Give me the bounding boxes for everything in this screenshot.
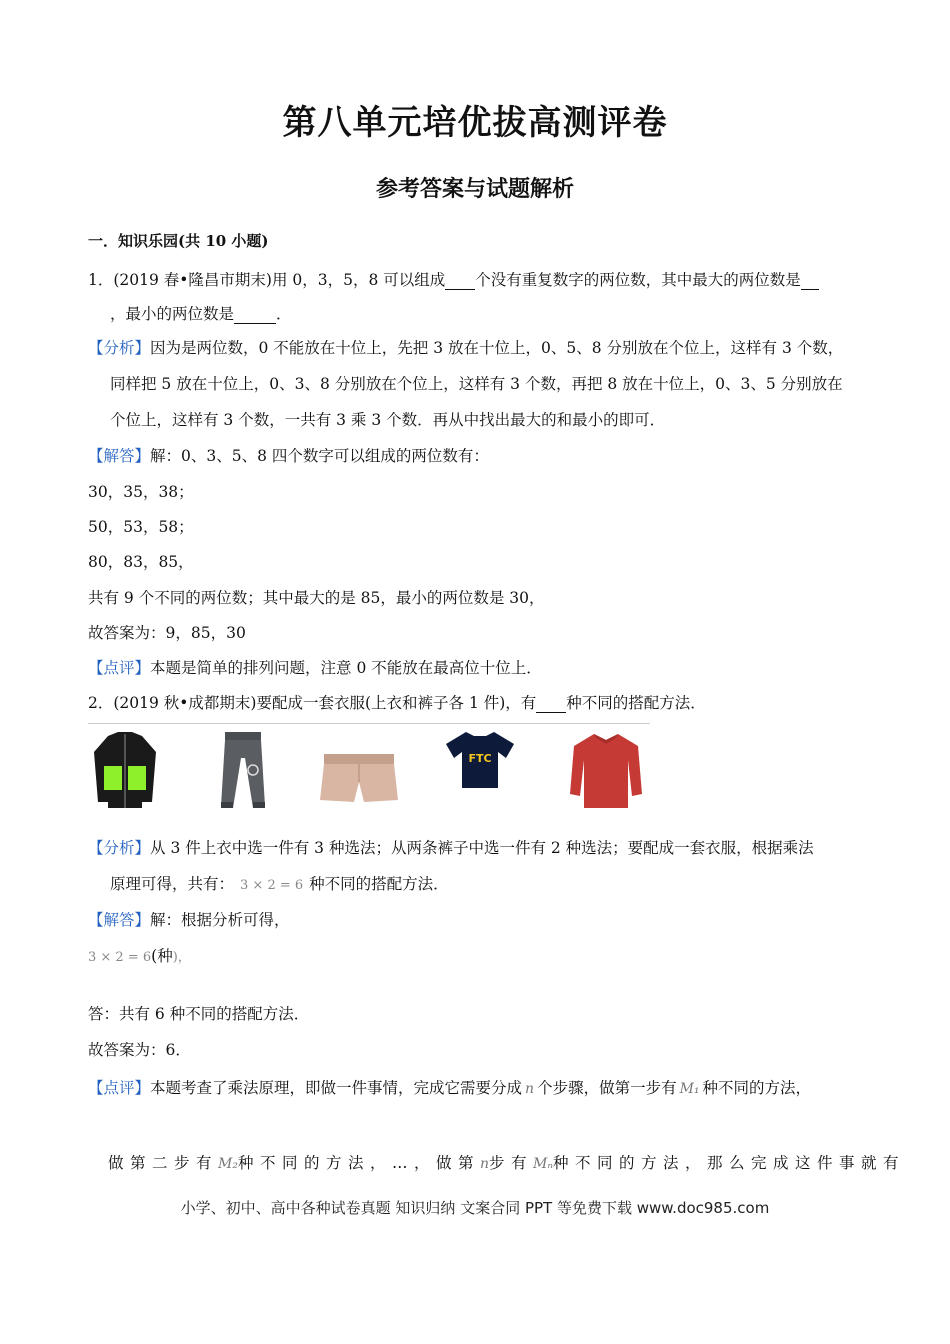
q2-comment <box>88 1078 811 1099</box>
q1-blank-count[interactable] <box>445 273 475 290</box>
q1-comment-text: 本题是简单的排列问题，注意 0 不能放在最高位十位上． <box>150 659 542 677</box>
q2-solution-formula <box>88 946 191 968</box>
q2-analysis-text: 原理可得，共有： <box>110 875 235 893</box>
q2-solution-text: 解：根据分析可得， <box>150 911 290 929</box>
variable-mn: Mₙ <box>533 1156 554 1172</box>
divider-line <box>88 723 650 724</box>
q2-comment-text: 本题考查了乘法原理，即做一件事情，完成它需要分成 <box>150 1079 523 1097</box>
variable-m2: M₂ <box>218 1156 238 1172</box>
q1-comment <box>88 658 542 678</box>
q1-analysis-line2: 同样把 5 放在十位上，0、3、8 分别放在个位上，这样有 3 个数，再把 8 放在十位上，0、3、5 分别放在 <box>110 375 843 393</box>
comment-tag: 【点评】 <box>88 1079 151 1097</box>
solution-tag: 【解答】 <box>88 911 151 929</box>
q1-solution <box>88 446 489 466</box>
q2-stem-part: 2．(2019 秋•成都期末)要配成一套衣服(上衣和裤子各 1 件)，有 <box>88 694 537 712</box>
q2-stem <box>88 693 706 713</box>
q2-final: 故答案为：6． <box>88 1041 191 1059</box>
q1-solution-text: 解：0、3、5、8 四个数字可以组成的两位数有： <box>150 447 489 465</box>
sweater-image <box>568 732 644 810</box>
q1-stem-part: 个没有重复数字的两位数，其中最大的两位数是 <box>475 271 801 289</box>
q2-solution <box>88 910 290 930</box>
q2-analysis-line2 <box>110 874 449 896</box>
formula: 3 × 2 = 6 <box>240 878 304 893</box>
close-paren: )， <box>172 950 191 965</box>
q2-blank[interactable] <box>536 696 566 713</box>
variable-m1: M₁ <box>679 1081 700 1097</box>
page-title: 第八单元培优拔高测评卷 <box>282 103 668 143</box>
q1-row-3: 80，83，85， <box>88 553 194 571</box>
q2-comment-cont <box>108 1153 905 1174</box>
q2-analysis-text: 种不同的搭配方法． <box>309 875 449 893</box>
q1-stem-part: ． <box>276 305 292 323</box>
q2-answer-text: 答：共有 6 种不同的搭配方法． <box>88 1005 310 1023</box>
q1-summary: 共有 9 个不同的两位数；其中最大的是 85，最小的两位数是 30， <box>88 589 545 607</box>
tshirt-text: FTC <box>468 752 492 765</box>
analysis-tag: 【分析】 <box>88 339 151 357</box>
sweatpants-image <box>215 730 270 812</box>
q1-stem-part: ，最小的两位数是 <box>110 305 235 323</box>
q1-stem-cont <box>110 304 292 324</box>
q2-comment-text: 种不同的方法， <box>702 1079 812 1097</box>
q2-comment-text: 步有 <box>489 1154 534 1172</box>
page-subtitle: 参考答案与试题解析 <box>375 177 574 202</box>
q2-analysis-text: 从 3 件上衣中选一件有 3 种选法；从两条裤子中选一件有 2 种选法；要配成一套衣服，根据乘法 <box>150 839 814 857</box>
q2-analysis <box>88 838 814 858</box>
q2-stem-part: 种不同的搭配方法． <box>566 694 706 712</box>
shorts-image <box>318 752 400 804</box>
q2-comment-text: 个步骤，做第一步有 <box>537 1079 677 1097</box>
jacket-image <box>90 730 160 810</box>
variable-n: n <box>525 1081 535 1097</box>
q1-analysis-line3: 个位上，这样有 3 个数，一共有 3 乘 3 个数．再从中找出最大的和最小的即可． <box>110 411 666 429</box>
q1-answer: 故答案为：9，85，30 <box>88 624 246 642</box>
analysis-tag: 【分析】 <box>88 839 151 857</box>
unit-text: (种 <box>151 947 173 965</box>
comment-tag: 【点评】 <box>88 659 151 677</box>
q1-stem-part: 1．(2019 春•隆昌市期末)用 0，3，5，8 可以组成 <box>88 271 446 289</box>
solution-tag: 【解答】 <box>88 447 151 465</box>
page-footer: 小学、初中、高中各种试卷真题 知识归纳 文案合同 PPT 等免费下载 www.doc985.com <box>180 1199 770 1217</box>
q1-analysis-text: 因为是两位数，0 不能放在十位上，先把 3 放在十位上，0、5、8 分别放在个位上，这样有 3 个数， <box>150 339 844 357</box>
q1-blank-max[interactable] <box>801 273 819 290</box>
section-heading: 一．知识乐园(共 10 小题) <box>88 232 269 250</box>
q2-comment-text: 种不同的方法，那么完成这件事就有 <box>553 1154 906 1172</box>
q1-stem <box>88 270 819 290</box>
q1-row-1: 30，35，38； <box>88 483 194 501</box>
formula: 3 × 2 = 6 <box>88 950 152 965</box>
variable-n: n <box>479 1156 490 1172</box>
tshirt-image <box>444 730 516 790</box>
q1-blank-min[interactable] <box>234 307 276 324</box>
q1-analysis <box>88 338 843 358</box>
q2-comment-text: 种不同的方法，…，做第 <box>237 1154 480 1172</box>
q1-row-2: 50，53，58； <box>88 518 194 536</box>
q2-comment-text: 做第二步有 <box>108 1154 219 1172</box>
